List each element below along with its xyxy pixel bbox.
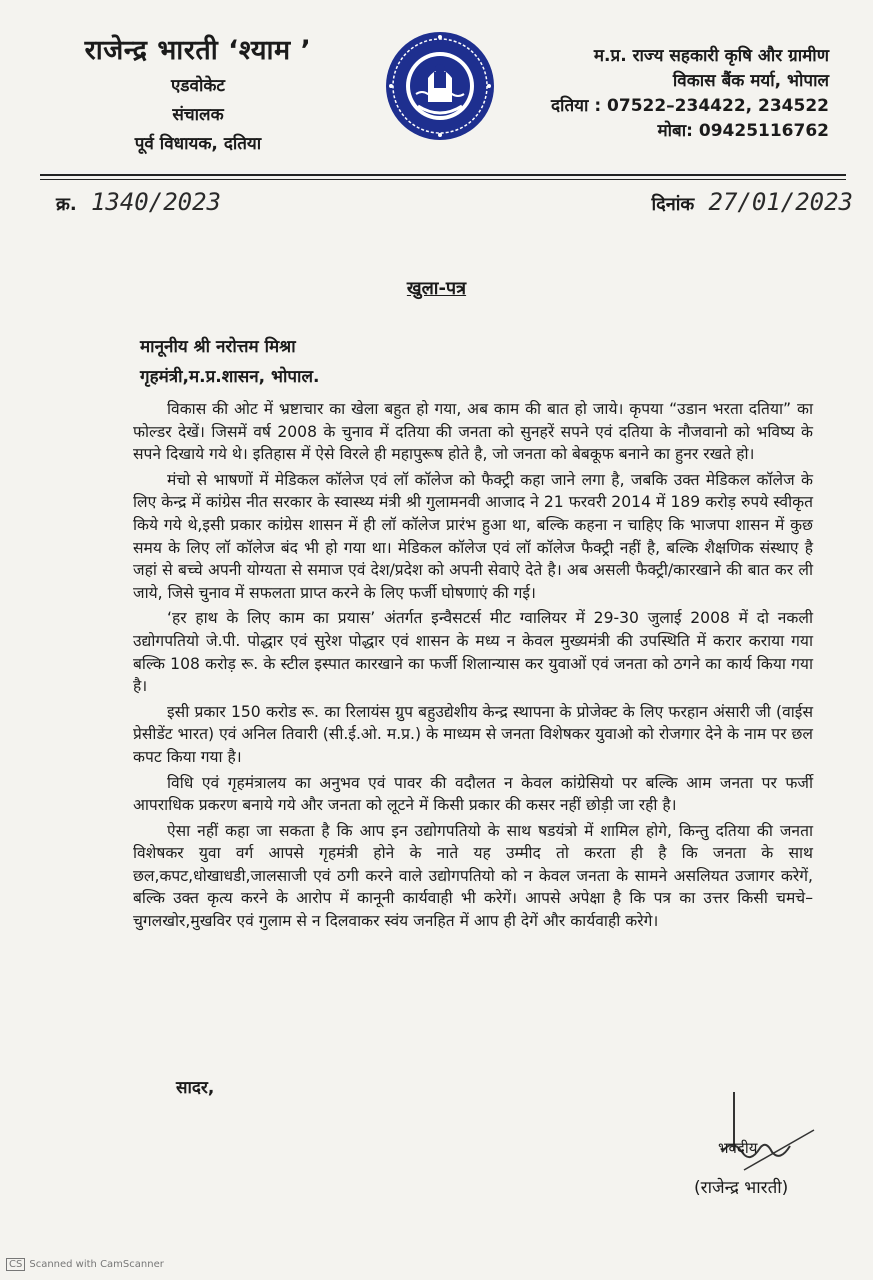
letter-body (133, 398, 813, 936)
sender-former-post: पूर्व विधायक, दतिया (134, 134, 262, 154)
paragraph: विधि एवं गृहमंत्रालय का अनुभव एवं पावर की वदौलत न केवल कांग्रेसियो पर बल्कि आम जनता पर फर्जी आपराधिक प्रकरण बनाये गये और जनता को लूटने में किसी प्रकार की कसर नहीं छोड़ी जा रही है। (133, 773, 813, 815)
header-divider (40, 174, 846, 176)
letter-date (652, 188, 853, 216)
paragraph: इसी प्रकार 150 करोड रू. का रिलायंस ग्रुप बहुउद्येशीय केन्द्र स्थापना के प्रोजेक्ट के लिए फरहान अंसारी जी (वाईस प्रेसीडेंट भारत) एवं अनिल तिवारी (सी.ई.ओ. म.प्र.) के माध्यम से जनता विशेषकर युवाओ को रोजगार देने के नाम पर छल कपट किया गया है। (133, 702, 813, 766)
mobile-number: मोबा: 09425116762 (657, 121, 829, 141)
date-label: दिनांक (651, 194, 695, 215)
scanner-watermark (6, 1258, 164, 1271)
emblem-seal-icon (384, 28, 496, 146)
paragraph: विकास की ओट में भ्रष्टाचार का खेला बहुत हो गया, अब काम की बात हो जाये। कृपया “उडान भरता दतिया” का फोल्डर देखें। जिसमें वर्ष 2008 के चुनाव में दतिया की जनता को सुनहरें सपने एवं दतिया के नौजवानो को भविष्य के सपने दिखाये गये थे। इतिहास में ऐसे विरले ही महापुरूष होते है, जो जनता को बेबकूफ बनाने का हुनर रखते हो। (133, 400, 813, 464)
paragraph: ऐसा नहीं कहा जा सकता है कि आप इन उद्योगपतियो के साथ षडयंत्रो में शामिल होगे, किन्तु दतिया की जनता विशेषकर युवा वर्ग आपसे गृहमंत्री होने के नाते यह उम्मीद तो करता ही है कि जनता के साथ छल,कपट,धोखाधडी,जालसाजी एवं ठगी करने वाले उद्योगपतियो को न केवल जनता के सामने असलियत उजागर करेगें, बल्कि उक्त कृत्य करने के आरोप में कानूनी कार्यवाही भी करेगें। आपसे अपेक्षा है कि पत्र का उत्तर किसी चमचे–चुगलखोर,मुखविर एवं गुलाम से न दिलवाकर स्वंय जनहित में आप ही देगें और कार्यवाही करेगे। (133, 821, 813, 931)
sender-designation: संचालक (172, 105, 224, 125)
bank-name-line2: विकास बैंक मर्या, भोपाल (672, 71, 829, 91)
date-value: 27/01/2023 (708, 188, 853, 216)
camscanner-text: Scanned with CamScanner (29, 1259, 164, 1270)
letterhead-left (38, 30, 358, 154)
header-divider-thin (40, 179, 846, 180)
closing-word: सादर, (176, 1078, 215, 1098)
paragraph: मंचो से भाषणों में मेडिकल कॉलेज एवं लॉ कॉलेज को फैक्ट्री कहा जाने लगा है, जबकि उक्त मेडिकल कॉलेज के लिए केन्द्र में कांग्रेस नीत सरकार के स्वास्थ्य मंत्री श्री गुलामनवी आजाद ने 21 फरवरी 2014 में 189 करोड़ रुपये स्वीकृत किये गये थे,इसी प्रकार कांग्रेस शासन में ही लॉ कॉलेज प्रारंभ हुआ था, बल्कि कहना न चाहिए कि भाजपा शासन में कुछ समय के लिए लॉ कॉलेज बंद भी हो गया था। मेडिकल कॉलेज एवं लॉ कॉलेज फैक्ट्री नहीं है, बल्कि शैक्षणिक संस्थाए है जहां से बच्चे अपनी योग्यता से समाज एवं देश/प्रदेश को अपनी सेवाऐ देते है। अब असली फैक्ट्री/कारखाने की बात कर ली जाये, जिसे चुनाव में सफलता प्राप्त करने के लिए फर्जी घोषणाएं की गई। (133, 470, 813, 602)
bank-name-line1: म.प्र. राज्य सहकारी कृषि और ग्रामीण (593, 46, 829, 66)
recipient-designation: गृहमंत्री,म.प्र.शासन, भोपाल. (140, 367, 320, 387)
recipient-name: मानूनीय श्री नरोत्तम मिश्रा (140, 337, 296, 357)
letter-heading: खुला-पत्र (406, 278, 467, 299)
reference-label: क्र. (56, 194, 77, 215)
reference-value: 1340/2023 (90, 188, 221, 216)
sender-name: राजेन्द्र भारती ‘श्याम ’ (84, 35, 312, 66)
camscanner-badge: CS (6, 1258, 25, 1271)
phone-number: दतिया : 07522–234422, 234522 (551, 96, 829, 116)
signature-salutation: भवदीय (718, 1139, 758, 1157)
reference-number (56, 188, 221, 216)
paragraph: ‘हर हाथ के लिए काम का प्रयास’ अंतर्गत इन्वैसटर्स मीट ग्वालियर में 29-30 जुलाई 2008 में दो नकली उद्योगपतियो जे.पी. पोद्धार एवं सुरेश पोद्धार एवं शासन के मध्य न केवल मुख्यमंत्री की उपस्थिति में करार कराया गया बल्कि 108 करोड़ रू. के स्टील इस्पात कारखाने का फर्जी शिलान्यास कर युवाओं एवं जनता को ठगने का कार्य किया गया है। (133, 609, 813, 696)
handwritten-signature-icon (704, 1090, 824, 1176)
signatory-name: (राजेन्द्र भारती) (694, 1178, 789, 1198)
letterhead-right (499, 44, 829, 144)
sender-profession: एडवोकेट (171, 76, 225, 96)
